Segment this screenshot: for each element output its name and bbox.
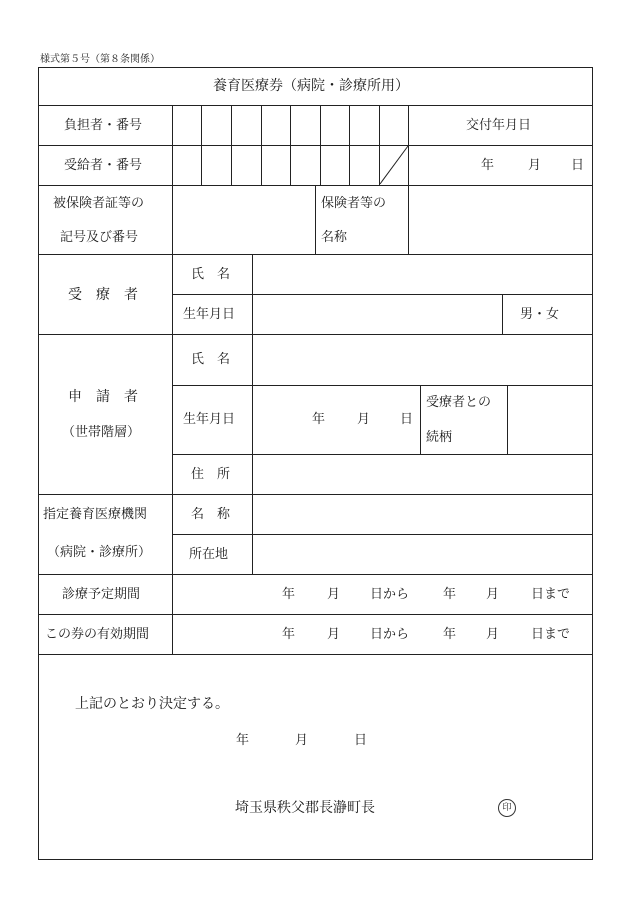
institution-type-label: （病院・診療所） [47,545,152,560]
treatment-year-2: 年 [443,587,457,602]
form-title: 養育医療券（病院・診療所用） [213,78,409,94]
seal-icon: 印 [498,799,516,817]
applicant-household-label: （世帯階層） [62,425,141,440]
insured-label: 被保険者証等の [53,196,145,211]
institution-label: 指定養育医療機関 [43,507,148,522]
burden-label: 負担者・番号 [64,118,143,133]
applicant-name-label: 氏 名 [191,352,231,367]
patient-name-label: 氏 名 [191,267,231,282]
validity-from: 日から [370,627,410,642]
form-number: 様式第５号（第８条関係） [40,54,160,65]
decision-day: 日 [354,733,368,748]
decision-statement: 上記のとおり決定する。 [75,696,229,712]
institution-name-label: 名 称 [191,507,231,522]
issue-month: 月 [528,158,542,173]
applicant-day: 日 [400,412,414,427]
diagonal-slash [379,145,409,185]
issue-year: 年 [481,158,495,173]
validity-year-1: 年 [282,627,296,642]
treatment-to: 日まで [531,587,571,602]
insured-label-2: 記号及び番号 [60,230,139,245]
applicant-month: 月 [357,412,371,427]
applicant-address-label: 住 所 [191,467,231,482]
patient-sex: 男・女 [520,307,560,322]
insurer-label: 保険者等の [321,196,387,211]
applicant-year: 年 [312,412,326,427]
issue-date-label: 交付年月日 [466,118,532,133]
treatment-year-1: 年 [282,587,296,602]
patient-dob-label: 生年月日 [183,307,236,322]
recipient-label: 受給者・番号 [64,158,143,173]
issue-day: 日 [571,158,585,173]
patient-label: 受 療 者 [68,287,138,303]
treatment-month-1: 月 [327,587,341,602]
validity-month-1: 月 [327,627,341,642]
validity-to: 日まで [531,627,571,642]
decision-month: 月 [295,733,309,748]
validity-year-2: 年 [443,627,457,642]
issuer-name: 埼玉県秩父郡長瀞町長 [235,800,375,816]
applicant-label: 申 請 者 [68,389,138,405]
validity-month-2: 月 [486,627,500,642]
relation-label: 受療者との [426,395,492,410]
institution-location-label: 所在地 [189,547,229,562]
applicant-dob-label: 生年月日 [183,412,236,427]
decision-year: 年 [236,733,250,748]
relation-label-2: 続柄 [426,430,453,445]
treatment-from: 日から [370,587,410,602]
insurer-label-2: 名称 [321,230,348,245]
treatment-month-2: 月 [486,587,500,602]
treatment-period-label: 診療予定期間 [62,587,141,602]
validity-period-label: この券の有効期間 [45,627,150,642]
